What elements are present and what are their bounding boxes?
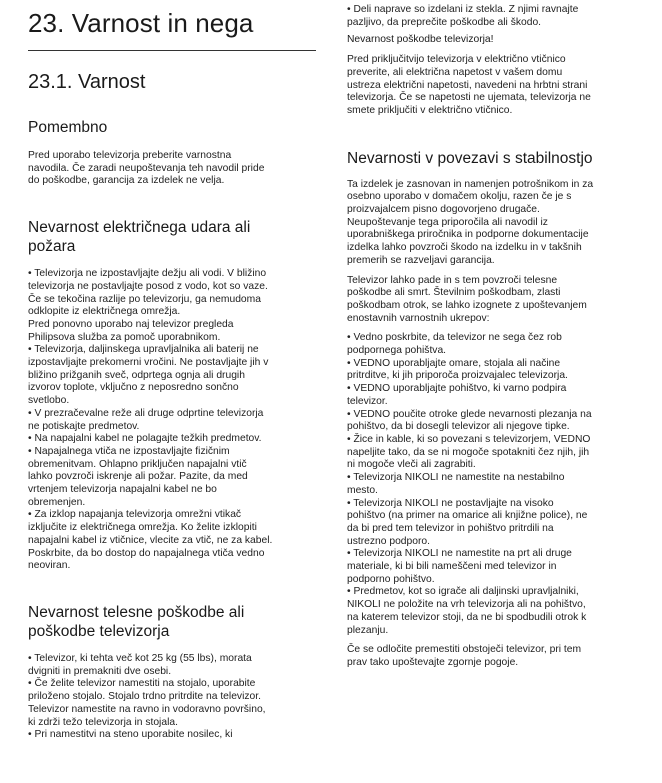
text-line: • Televizorja NIKOLI ne postavljajte na visoko [347,497,554,509]
warning-title: Nevarnost poškodbe televizorja! [347,34,494,46]
text-line: navodila. Če zaradi neupoštevanja teh navodil pride [28,162,265,174]
text-line: obremenitvam. Ohlapno priključen napajalni vtič [28,458,247,470]
text-line: Če se odločite premestiti obstoječi televizor, pri tem [347,644,582,656]
text-line: • Napajalnega vtiča ne izpostavljajte fizičnim [28,445,230,457]
text-line: bližino prižganih sveč, odprtega ognja ali drugih [28,369,245,381]
text-line: da bi pred tem televizor in pohištvo pritrdili na [347,522,554,534]
text-line: svetlobo. [28,395,70,407]
subsection-title-elektrika [28,218,316,256]
paragraph-stabilnost-1 [347,179,633,268]
text-line: enostavnih varnostnih ukrepov: [347,312,490,324]
text-line: Philipsova služba za pomoč uporabnikom. [28,331,221,343]
text-line: pohištvo (na primer na omarice ali knjižne police), ne [347,510,588,522]
text-line: pazljivo, da preprečite poškodbe ali škodo. [347,16,542,28]
text-line: uporabniškega priročnika in podporne dokumentacije [347,229,589,241]
text-line: ne potiskajte predmetov. [28,420,140,432]
text-line: prav tako upoštevajte zgornje pogoje. [347,656,519,668]
text-line: odklopite iz električnega omrežja. [28,306,181,318]
text-line: NIKOLI ne položite na vrh televizorja ali na pohištvo, [347,599,586,611]
text-line: • VEDNO poučite otroke glede nevarnosti plezanja na [347,408,592,420]
title-line: poškodbe televizorja [28,622,170,640]
text-line: Televizor lahko pade in s tem povzroči telesne [347,274,558,286]
section-title: 23.1. Varnost [28,71,146,93]
text-line: napeljite tako, da se ni mogoče spotakniti čez njih, jih [347,446,590,458]
right-column [347,4,633,670]
text-line: pohištvo, da bi dosegli televizor ali njegove tipke. [347,421,570,433]
text-line: • Žice in kable, ki so povezani s televizorjem, VEDNO [347,433,591,445]
text-line: izvorov toplote, vključno z neposredno sončno [28,382,239,394]
text-line: ki zdrži težo televizorja in stojala. [28,716,178,728]
text-line: Poskrbite, da bo dostop do napajalnega vtiča vedno [28,547,265,559]
text-line: Pred priključitvijo televizorja v električno vtičnico [347,54,566,66]
text-line: priloženo stojalo. Stojalo trdno pritrdite na televizor. [28,691,261,703]
text-line: Pred uporabo televizorja preberite varnostna [28,150,232,161]
text-line: poškodbam otrok, se lahko izognete z upoštevanjem [347,299,587,311]
text-line: mesto. [347,484,378,496]
title-line: Nevarnost telesne poškodbe ali [28,603,245,621]
title-line: požara [28,238,76,256]
text-line: do poškodbe, garancija za izdelek ne velja. [28,175,225,187]
text-line: materiale, ki bi bili nameščeni med televizor in [347,561,557,573]
text-line: Pred ponovno uporabo naj televizor pregleda [28,318,234,330]
text-line: premerih se razveljavi garancija. [347,254,495,266]
text-line: vrtenjem televizorja napajalni kabel ne bo [28,484,217,496]
text-line: osebno uporabo v domačem okolju, razen če je s [347,191,572,203]
text-line: • Televizorja ne izpostavljajte dežju ali vodi. V bližino [28,268,267,280]
chapter-divider [28,50,316,51]
text-line: ustreza električni napetosti, navedeni na hrbtni strani [347,79,588,91]
text-line: neoviran. [28,560,71,572]
text-line: • Televizorja NIKOLI ne namestite na nestabilno [347,472,565,484]
text-line: • Televizorja NIKOLI ne namestite na prt ali druge [347,548,572,560]
text-line: dvigniti in premakniti dve osebi. [28,665,172,677]
chapter-title: 23. Varnost in nega [28,8,254,38]
text-line: proizvajalcem pisno dogovorjeno drugače. [347,204,540,216]
paragraph-continued [347,4,633,29]
text-line: televizorja ne postavljajte posod z vodo, kot so vaze. [28,280,268,292]
text-line: televizor. [347,395,388,407]
text-line: • Pri namestitvi na steno uporabite nosilec, ki [28,729,233,741]
text-line: izdelka lahko povzroči škodo na izdelku in v takšnih [347,242,582,254]
text-line: • V prezračevalne reže ali druge odprtine televizorja [28,407,264,419]
text-line: televizorja. Če se napetosti ne ujemata, televizorja ne [347,92,591,104]
text-line: • Predmetov, kot so igrače ali daljinski upravljalniki, [347,586,579,598]
left-column [28,0,316,742]
text-line: Neupoštevanje tega priporočila ali navodil iz [347,216,548,228]
text-line: lahko povzroči iskrenje ali požar. Pazite, da med [28,471,248,483]
subsection-title-stabilnost: Nevarnosti v povezavi s stabilnostjo [347,149,593,167]
text-line: Televizor namestite na ravno in vodoravno površino, [28,703,266,715]
text-line: napajalni kabel iz vtičnice, vlecite za vtič, ne za kabel. [28,534,273,546]
text-line: • Deli naprave so izdelani iz stekla. Z njimi ravnajte [347,4,579,15]
text-line: smete priključiti v električno vtičnico. [347,104,513,116]
text-line: ustrezno podporo. [347,535,431,547]
paragraph-elektrika [28,268,316,573]
title-line: Nevarnost električnega udara ali [28,219,251,237]
paragraph-stabilnost-4 [347,644,633,669]
text-line: • VEDNO uporabljajte omare, stojala ali načine [347,357,561,369]
paragraph-telesne [28,653,316,742]
text-line: podporno pohištvo. [347,573,435,585]
text-line: pritrditve, ki jih priporoča proizvajalec televizorja. [347,370,568,382]
text-line: • Televizor, ki tehta več kot 25 kg (55 lbs), morata [28,652,252,664]
text-line: • VEDNO uporabljajte pohištvo, ki varno podpira [347,383,567,395]
paragraph-stabilnost-3 [347,332,633,637]
text-line: • Televizorja, daljinskega upravljalnika ali baterij ne [28,344,259,356]
subsection-title-telesne [28,603,316,641]
text-line: na katerem televizor stoji, da ne bi spodbudili otrok k [347,611,587,623]
text-line: • Vedno poskrbite, da televizor ne sega čez rob [347,332,562,344]
text-line: Če se tekočina razlije po televizorju, ga nemudoma [28,293,261,305]
text-line: izpostavljajte prekomerni vročini. Ne postavljajte jih v [28,357,269,369]
text-line: preverite, ali električna napetost v vašem domu [347,66,563,78]
text-line: podpornega pohištva. [347,345,447,357]
text-line: poškodbe ali smrt. Številnim poškodbam, zlasti [347,287,561,299]
text-line: obremenjen. [28,496,86,508]
paragraph-warning [347,54,633,118]
text-line: • Za izklop napajanja televizorja omrežni vtikač [28,509,242,521]
text-line: izključite iz električnega omrežja. Ko želite izklopiti [28,522,257,534]
text-line: • Na napajalni kabel ne polagajte težkih predmetov. [28,433,262,445]
paragraph-stabilnost-2 [347,275,633,326]
text-line: • Če želite televizor namestiti na stojalo, uporabite [28,678,256,690]
paragraph-pomembno [28,150,316,188]
text-line: Ta izdelek je zasnovan in namenjen potrošnikom in za [347,178,594,190]
text-line: ni mogoče vleči ali zagrabiti. [347,459,476,471]
text-line: plezanju. [347,624,389,636]
subsection-title-pomembno: Pomembno [28,119,108,136]
